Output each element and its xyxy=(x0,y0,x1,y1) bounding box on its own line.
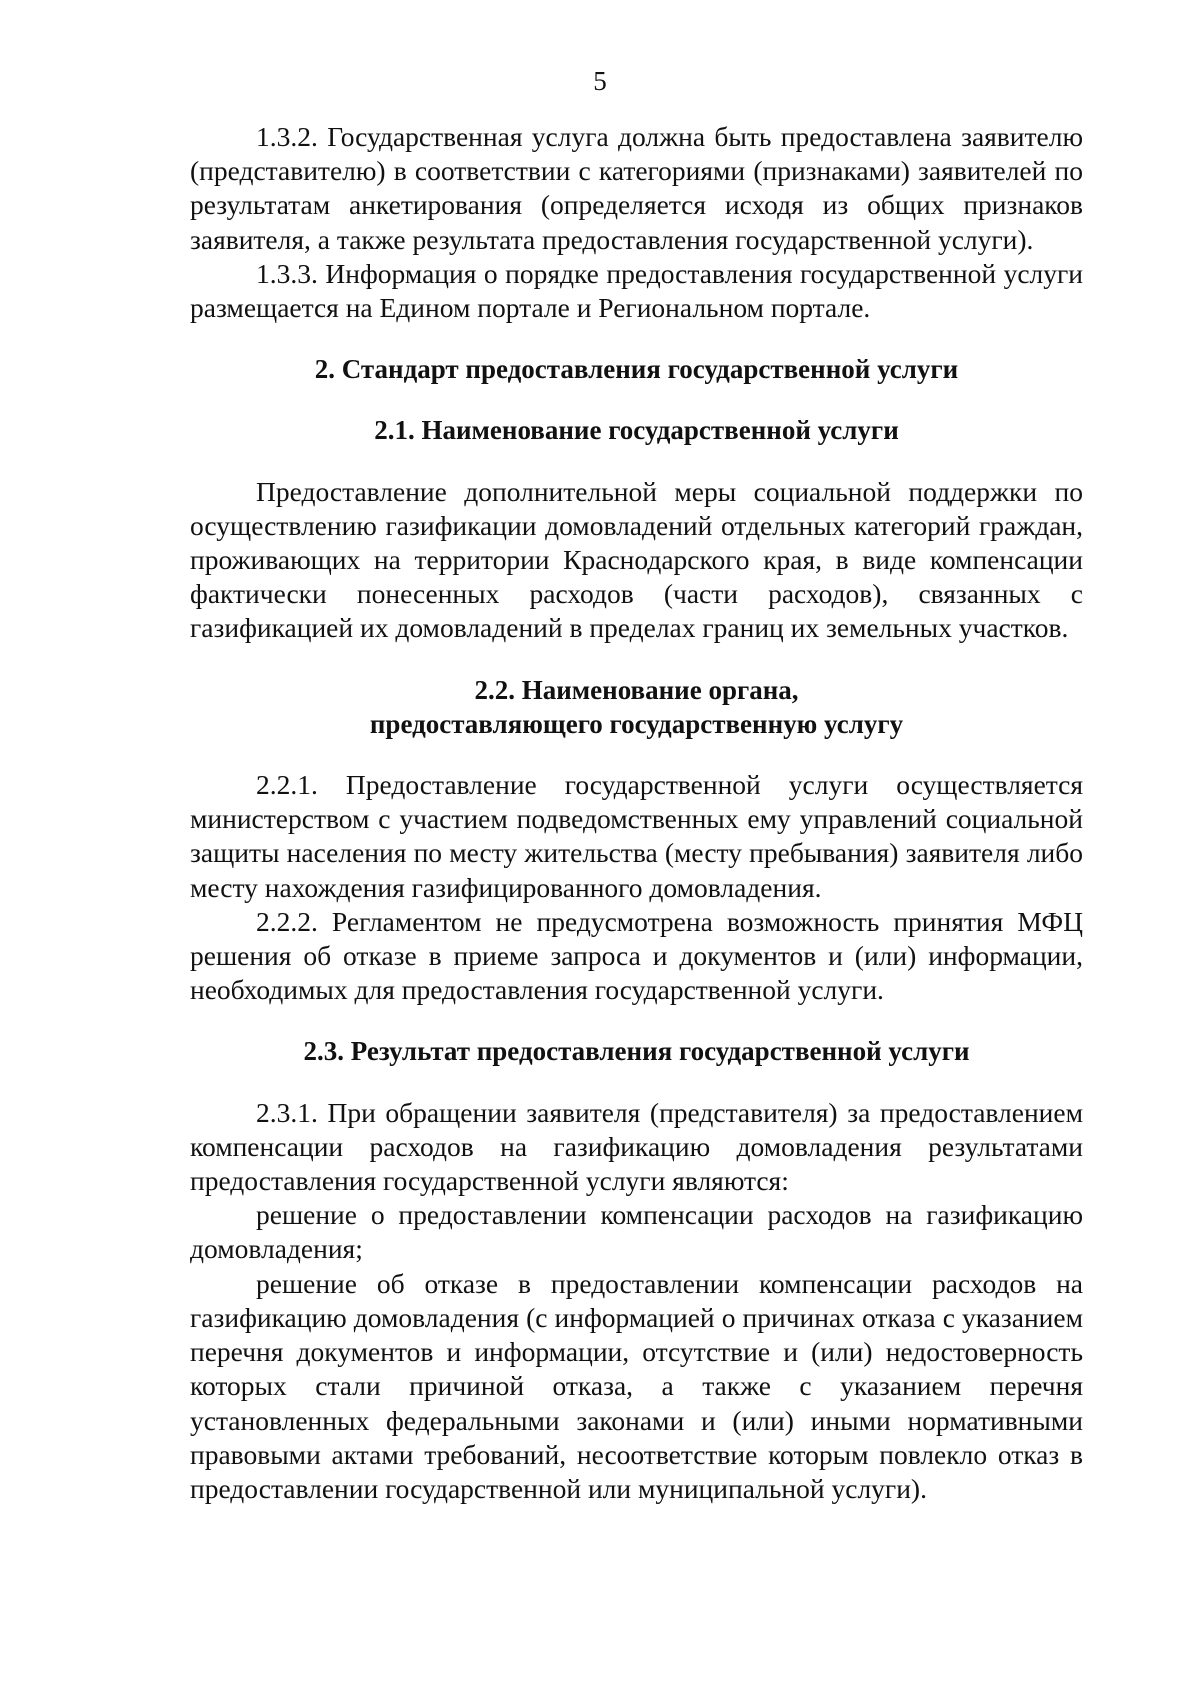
section-heading-2-2 xyxy=(190,673,1083,741)
paragraph-2-3-1-item-a: решение о предоставлении компенсации расходов на газификацию домовладения; xyxy=(190,1199,1083,1265)
paragraph-1-3-2: 1.3.2. Государственная услуга должна быть предоставлена заявителю (представителю) в соответствии с категориями (признаками) заявителей по результатам анкетирования (определяется исходя из общих признаков заявителя, а также результата предоставления государственной услуги). xyxy=(190,121,1083,255)
section-heading-2: 2. Стандарт предоставления государственной услуги xyxy=(314,354,959,385)
paragraph-2-2-1: 2.2.1. Предоставление государственной услуги осуществляется министерством с участием подведомственных ему управлений социальной защиты населения по месту жительства (месту пребывания) заявителя либо месту нахождения газифицированного домовладения. xyxy=(190,769,1083,903)
paragraph-1-3-3: 1.3.3. Информация о порядке предоставления государственной услуги размещается на Едином портале и Региональном портале. xyxy=(190,257,1083,324)
page-number: 5 xyxy=(593,66,607,96)
section-heading-2-3: 2.3. Результат предоставления государственной услуги xyxy=(303,1036,970,1067)
section-heading-2-1: 2.1. Наименование государственной услуги xyxy=(374,415,899,446)
section-heading-2-2-line2: предоставляющего государственную услугу xyxy=(369,708,904,739)
paragraph-2-1: Предоставление дополнительной меры социальной поддержки по осуществлению газификации домовладений отдельных категорий граждан, проживающих на территории Краснодарского края, в виде компенсации фактически понесенных расходов (части расходов), связанных с газификацией их домовладений в пределах границ их земельных участков. xyxy=(190,475,1083,644)
paragraph-2-3-1-item-b: решение об отказе в предоставлении компенсации расходов на газификацию домовладения (с информацией о причинах отказа с указанием перечня документов и информации, отсутствие и (или) недостоверность которых стали причиной отказа, а также с указанием перечня установленных федеральными законами и (или) иными нормативными правовыми актами требований, несоответствие которым повлекло отказ в предоставлении государственной или муниципальной услуги). xyxy=(190,1267,1083,1504)
section-heading-2-2-line1: 2.2. Наименование органа, xyxy=(474,674,799,705)
paragraph-2-3-1: 2.3.1. При обращении заявителя (представителя) за предоставлением компенсации расходов на газификацию домовладения результатами предоставления государственной услуги являются: xyxy=(190,1096,1083,1197)
document-body xyxy=(190,120,1083,1506)
paragraph-2-2-2: 2.2.2. Регламентом не предусмотрена возможность принятия МФЦ решения об отказе в приеме запроса и документов и (или) информации, необходимых для предоставления государственной услуги. xyxy=(190,905,1083,1006)
